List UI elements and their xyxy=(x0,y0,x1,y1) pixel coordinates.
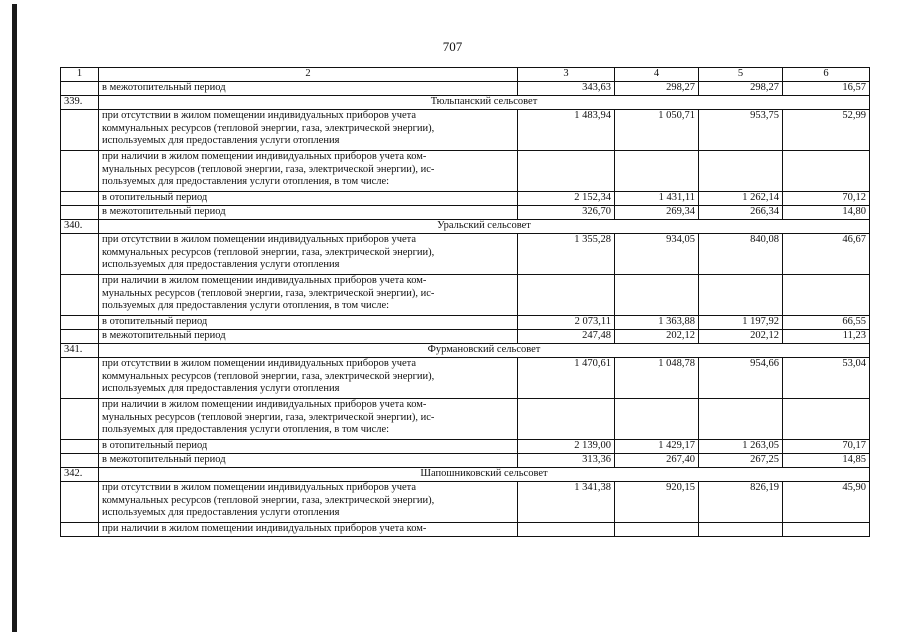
value-col-3 xyxy=(518,275,615,316)
row-index xyxy=(61,192,99,206)
value-col-5: 953,75 xyxy=(699,110,783,151)
description-line: коммунальных ресурсов (тепловой энергии, газа, электрической энергии), xyxy=(102,246,435,258)
row-description xyxy=(99,151,518,192)
row-description xyxy=(99,275,518,316)
table-row xyxy=(61,234,870,275)
value-col-3: 2 152,34 xyxy=(518,192,615,206)
description-line: при отсутствии в жилом помещении индивидуальных приборов учета xyxy=(102,110,417,121)
description-line: при отсутствии в жилом помещении индивидуальных приборов учета xyxy=(102,482,417,493)
table-row xyxy=(61,110,870,151)
value-col-3: 1 341,38 xyxy=(518,482,615,523)
value-col-6: 70,12 xyxy=(783,192,870,206)
row-description xyxy=(99,316,518,330)
value-col-5 xyxy=(699,275,783,316)
value-col-3 xyxy=(518,399,615,440)
row-index: 340. xyxy=(61,220,99,234)
description-line: пользуемых для предоставления услуги отопления, в том числе: xyxy=(102,424,390,435)
row-description xyxy=(99,454,518,468)
description-line: в межотопительный период xyxy=(102,454,226,465)
value-col-4: 920,15 xyxy=(615,482,699,523)
value-col-3: 1 470,61 xyxy=(518,358,615,399)
value-col-5 xyxy=(699,151,783,192)
value-col-3: 2 139,00 xyxy=(518,440,615,454)
col-header-1: 1 xyxy=(61,68,99,82)
value-col-6: 53,04 xyxy=(783,358,870,399)
scan-edge-bar xyxy=(12,4,17,632)
value-col-4: 1 429,17 xyxy=(615,440,699,454)
value-col-6: 45,90 xyxy=(783,482,870,523)
value-col-5: 1 263,05 xyxy=(699,440,783,454)
value-col-4: 1 431,11 xyxy=(615,192,699,206)
value-col-5 xyxy=(699,399,783,440)
value-col-3: 326,70 xyxy=(518,206,615,220)
table-row xyxy=(61,316,870,330)
value-col-6: 11,23 xyxy=(783,330,870,344)
row-index: 339. xyxy=(61,96,99,110)
row-index xyxy=(61,358,99,399)
value-col-6 xyxy=(783,151,870,192)
value-col-6: 52,99 xyxy=(783,110,870,151)
description-line: в отопительный период xyxy=(102,440,208,451)
row-index: 342. xyxy=(61,468,99,482)
row-description xyxy=(99,330,518,344)
value-col-4 xyxy=(615,399,699,440)
section-row xyxy=(61,220,870,234)
row-description xyxy=(99,206,518,220)
description-line: используемых для предоставления услуги отопления xyxy=(102,507,340,518)
value-col-6: 46,67 xyxy=(783,234,870,275)
value-col-6: 66,55 xyxy=(783,316,870,330)
value-col-3 xyxy=(518,523,615,537)
value-col-3: 313,36 xyxy=(518,454,615,468)
row-index xyxy=(61,482,99,523)
value-col-3: 1 483,94 xyxy=(518,110,615,151)
row-index xyxy=(61,523,99,537)
row-index xyxy=(61,82,99,96)
description-line: пользуемых для предоставления услуги отопления, в том числе: xyxy=(102,300,390,311)
col-header-5: 5 xyxy=(699,68,783,82)
row-index xyxy=(61,110,99,151)
description-line: в отопительный период xyxy=(102,316,208,327)
description-line: в межотопительный период xyxy=(102,82,226,93)
description-line: коммунальных ресурсов (тепловой энергии, газа, электрической энергии), xyxy=(102,122,435,134)
value-col-6 xyxy=(783,523,870,537)
description-line: мунальных ресурсов (тепловой энергии, газа, электрической энергии), ис- xyxy=(102,163,435,175)
row-description xyxy=(99,234,518,275)
row-description xyxy=(99,482,518,523)
value-col-4: 1 050,71 xyxy=(615,110,699,151)
value-col-5: 1 197,92 xyxy=(699,316,783,330)
description-line: при наличии в жилом помещении индивидуальных приборов учета ком- xyxy=(102,151,427,162)
value-col-5: 267,25 xyxy=(699,454,783,468)
value-col-5: 840,08 xyxy=(699,234,783,275)
description-line: используемых для предоставления услуги отопления xyxy=(102,259,340,270)
value-col-3: 2 073,11 xyxy=(518,316,615,330)
value-col-5: 954,66 xyxy=(699,358,783,399)
value-col-4: 1 363,88 xyxy=(615,316,699,330)
section-row xyxy=(61,96,870,110)
table-row xyxy=(61,523,870,537)
value-col-6: 14,80 xyxy=(783,206,870,220)
description-line: в межотопительный период xyxy=(102,206,226,217)
row-index xyxy=(61,399,99,440)
row-index xyxy=(61,206,99,220)
value-col-4: 1 048,78 xyxy=(615,358,699,399)
col-header-6: 6 xyxy=(783,68,870,82)
value-col-4 xyxy=(615,523,699,537)
description-line: коммунальных ресурсов (тепловой энергии, газа, электрической энергии), xyxy=(102,370,435,382)
description-line: используемых для предоставления услуги отопления xyxy=(102,383,340,394)
description-line: используемых для предоставления услуги отопления xyxy=(102,135,340,146)
row-description xyxy=(99,440,518,454)
description-line: при наличии в жилом помещении индивидуальных приборов учета ком- xyxy=(102,523,427,534)
col-header-2: 2 xyxy=(99,68,518,82)
col-header-4: 4 xyxy=(615,68,699,82)
value-col-3: 1 355,28 xyxy=(518,234,615,275)
value-col-5 xyxy=(699,523,783,537)
row-description xyxy=(99,192,518,206)
description-line: при отсутствии в жилом помещении индивидуальных приборов учета xyxy=(102,234,417,245)
row-description xyxy=(99,110,518,151)
value-col-4 xyxy=(615,275,699,316)
value-col-3: 247,48 xyxy=(518,330,615,344)
row-index xyxy=(61,316,99,330)
section-title: Тюльпанский сельсовет xyxy=(99,96,870,110)
value-col-4: 298,27 xyxy=(615,82,699,96)
tariff-table xyxy=(60,67,870,537)
value-col-5: 298,27 xyxy=(699,82,783,96)
value-col-5: 202,12 xyxy=(699,330,783,344)
section-title: Фурмановский сельсовет xyxy=(99,344,870,358)
section-row xyxy=(61,468,870,482)
value-col-6: 16,57 xyxy=(783,82,870,96)
table-row xyxy=(61,358,870,399)
value-col-5: 266,34 xyxy=(699,206,783,220)
row-description xyxy=(99,358,518,399)
table-row xyxy=(61,275,870,316)
row-description xyxy=(99,523,518,537)
row-index xyxy=(61,234,99,275)
value-col-6: 14,85 xyxy=(783,454,870,468)
value-col-3: 343,63 xyxy=(518,82,615,96)
section-row xyxy=(61,344,870,358)
row-description xyxy=(99,399,518,440)
row-index: 341. xyxy=(61,344,99,358)
page-number: 707 xyxy=(442,39,463,54)
value-col-4: 202,12 xyxy=(615,330,699,344)
table-row xyxy=(61,399,870,440)
section-title: Уральский сельсовет xyxy=(99,220,870,234)
value-col-3 xyxy=(518,151,615,192)
row-index xyxy=(61,440,99,454)
value-col-4: 934,05 xyxy=(615,234,699,275)
description-line: в отопительный период xyxy=(102,192,208,203)
table-row xyxy=(61,440,870,454)
table-row xyxy=(61,330,870,344)
value-col-5: 1 262,14 xyxy=(699,192,783,206)
table-row xyxy=(61,192,870,206)
value-col-6: 70,17 xyxy=(783,440,870,454)
row-index xyxy=(61,151,99,192)
table-row xyxy=(61,82,870,96)
description-line: при наличии в жилом помещении индивидуальных приборов учета ком- xyxy=(102,399,427,410)
description-line: при наличии в жилом помещении индивидуальных приборов учета ком- xyxy=(102,275,427,286)
value-col-4: 269,34 xyxy=(615,206,699,220)
value-col-6 xyxy=(783,399,870,440)
value-col-5: 826,19 xyxy=(699,482,783,523)
row-index xyxy=(61,275,99,316)
table-row xyxy=(61,482,870,523)
description-line: коммунальных ресурсов (тепловой энергии, газа, электрической энергии), xyxy=(102,494,435,506)
table-row xyxy=(61,151,870,192)
table-row xyxy=(61,206,870,220)
description-line: пользуемых для предоставления услуги отопления, в том числе: xyxy=(102,176,390,187)
section-title: Шапошниковский сельсовет xyxy=(99,468,870,482)
table-header-row xyxy=(61,68,870,82)
description-line: мунальных ресурсов (тепловой энергии, газа, электрической энергии), ис- xyxy=(102,287,435,299)
description-line: мунальных ресурсов (тепловой энергии, газа, электрической энергии), ис- xyxy=(102,411,435,423)
value-col-4 xyxy=(615,151,699,192)
value-col-6 xyxy=(783,275,870,316)
value-col-4: 267,40 xyxy=(615,454,699,468)
row-description xyxy=(99,82,518,96)
description-line: в межотопительный период xyxy=(102,330,226,341)
row-index xyxy=(61,330,99,344)
col-header-3: 3 xyxy=(518,68,615,82)
table-row xyxy=(61,454,870,468)
description-line: при отсутствии в жилом помещении индивидуальных приборов учета xyxy=(102,358,417,369)
row-index xyxy=(61,454,99,468)
